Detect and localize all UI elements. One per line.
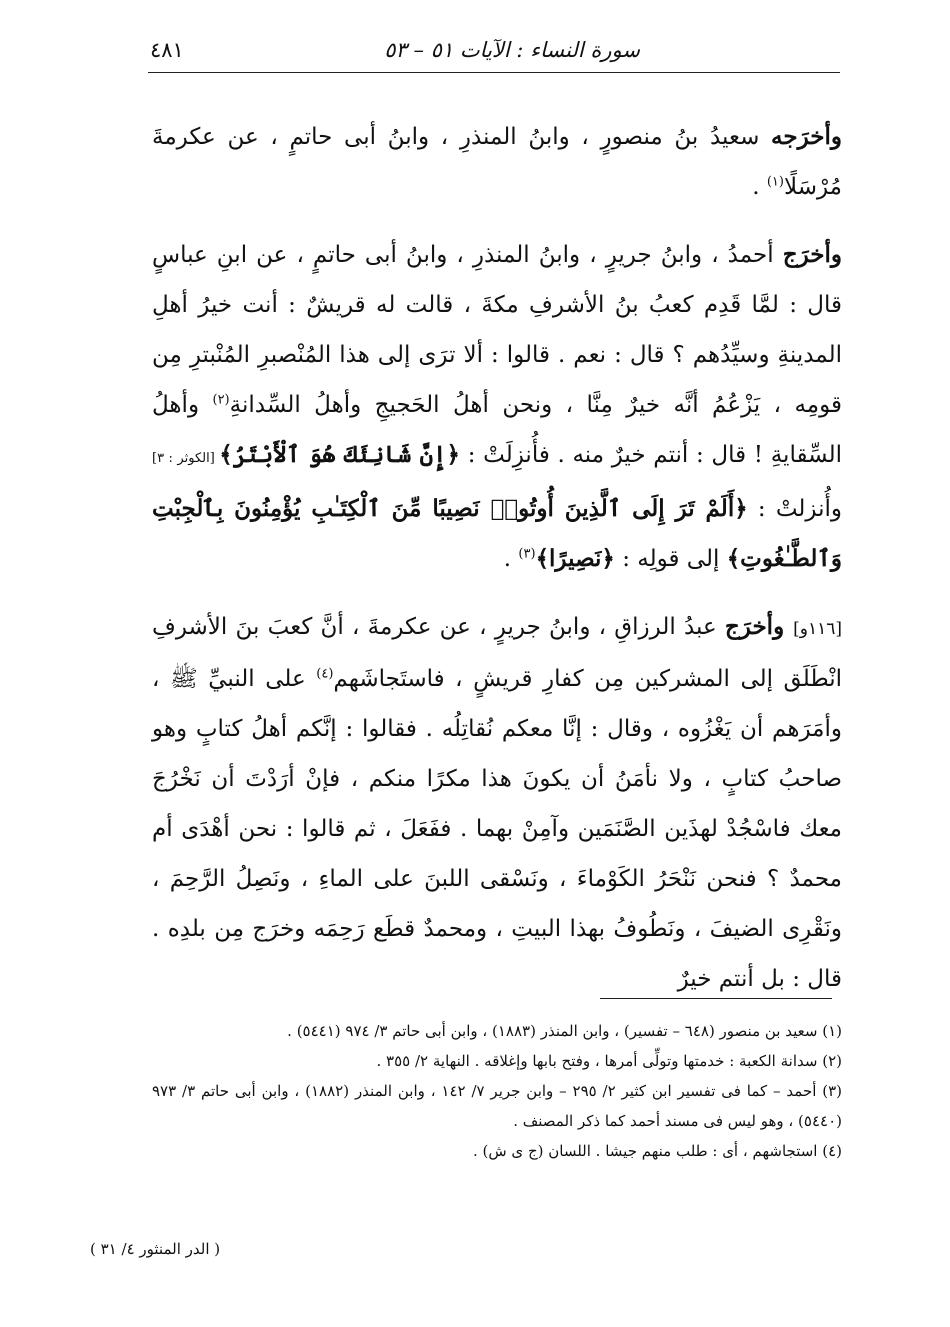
footnote-ref-1: (١)	[766, 174, 784, 190]
footnote-ref-3: (٣)	[518, 546, 536, 562]
paragraph-3	[152, 602, 842, 1004]
footnote-ref-4: (٤)	[316, 666, 334, 682]
quran-verse-3: نَصِيرًا	[549, 545, 602, 572]
paragraph-2	[152, 230, 842, 584]
paragraph-text: على النبيِّ ﷺ ، وأمَرَهم أن يَغْزُوه ، وقال : إنَّا معكم نُقاتِلُه . فقالوا : إنَّكم أهلُ كتابٍ وهو صاحبُ كتابٍ ، ولا نأمَنُ أن يكونَ هذا مكرًا منكم ، فإنْ أرَدْتَ أن نَخْرُجَ معك فاسْجُدْ لهذَين الصَّنَمَين وآمِنْ بهما . ففَعَلَ ، ثم قالوا : نحن أهْدَى أم محمدٌ ؟ فنحن نَنْحَرُ الكَوْماءَ ، ونَسْقى اللبنَ على الماءِ ، ونَصِلُ الرَّحِمَ ، ونَقْرِى الضيفَ ، ونَطُوفُ بهذا البيتِ ، ومحمدٌ قطَع رَحِمَه وخرَج مِن بلدِه . قال : بل أنتم خيرٌ	[152, 666, 842, 992]
source-reference: ( الدر المنثور ٤/ ٣١ )	[90, 1240, 221, 1258]
surah-reference: [الكوثر : ٣]	[152, 451, 220, 466]
header-divider	[148, 72, 840, 73]
footnote-3: (٣) أحمد – كما فى تفسير ابن كثير ٢/ ٢٩٥ – وابن جرير ٧/ ١٤٢ ، وابن المنذر (١٨٨٢) ، وابن أبى حاتم ٣/ ٩٧٣ (٥٤٤٠) ، وهو ليس فى مسند أحمد كما ذكر المصنف .	[152, 1082, 843, 1130]
page-header	[150, 34, 840, 74]
paragraph-text: سعيدُ بنُ منصورٍ ، وابنُ المنذرِ ، وابنُ أبى حاتمٍ ، عن عكرمةَ مُرْسَلًا	[152, 124, 842, 200]
footnotes	[152, 1016, 842, 1166]
footnote-divider	[600, 998, 832, 999]
quran-verse-1: إِنَّ شَانِئَكَ هُوَ ٱلْأَبْتَرُ	[232, 441, 447, 468]
paragraph-text: وأهلُ السِّقايةِ ! قال : أنتم خيرٌ منه . فأُنزِلَتْ :	[152, 392, 842, 468]
running-title: سورة النساء : الآيات ٥١ – ٥٣	[384, 38, 640, 62]
sentence-end: .	[503, 546, 519, 572]
manuscript-folio-mark: [١١٦و]	[793, 619, 842, 639]
lead-word: وأخرَج	[724, 613, 794, 640]
paragraph-text: أحمدُ ، وابنُ جريرٍ ، وابنُ المنذرِ ، وابنُ أبى حاتمٍ ، عن ابنِ عباسٍ قال : لمَّا قَدِم كعبُ بنُ الأشرفِ مكةَ ، قالت له قريشٌ : أنت خيرُ أهلِ المدينةِ وسيِّدُهم ؟ قال : نعم . قالوا : ألا ترَى إلى هذا المُنْصبرِ المُنْبترِ مِن قومِه ، يَزْعُمُ أنَّه خيرٌ مِنَّا ، ونحن أهلُ الحَجيجِ وأهلُ السِّدانةِ	[152, 242, 842, 418]
paragraph-text: إلى قولِه :	[614, 546, 727, 572]
quran-open-bracket: ﴿	[446, 441, 461, 468]
quran-open-bracket: ﴿	[601, 545, 615, 572]
sentence-end: .	[752, 174, 767, 200]
quran-close-bracket: ﴾	[219, 441, 233, 468]
quran-close-bracket: ﴾	[535, 545, 550, 572]
paragraph-1	[152, 112, 842, 212]
main-text	[152, 112, 842, 1004]
lead-word: وأخرَج	[782, 241, 842, 268]
paragraph-text: عبدُ الرزاقِ ، وابنُ جريرٍ ، عن عكرمةَ ، أنَّ كعبَ بنَ الأشرفِ انْطَلَق إلى المشركين مِن كفارِ قريشٍ ، فاستَجاشَهم	[152, 614, 842, 692]
quran-close-bracket: ﴾	[726, 545, 741, 572]
quran-verse-2: أَلَمْ تَرَ إِلَى ٱلَّذِينَ أُوتُوا۟ نَصِيبًا مِّنَ ٱلْكِتَـٰبِ يُؤْمِنُونَ بِٱلْجِبْتِ وَٱلطَّـٰغُوتِ	[152, 495, 842, 572]
quran-open-bracket: ﴿	[734, 495, 748, 522]
footnote-ref-2: (٢)	[212, 392, 230, 408]
paragraph-text: وأُنزلتْ :	[747, 496, 842, 522]
footnote-4: (٤) استجاشهم ، أى : طلب منهم جيشا . اللسان (ج ى ش) .	[472, 1142, 842, 1160]
page-number: ٤٨١	[150, 38, 184, 62]
footnote-2: (٢) سدانة الكعبة : خدمتها وتولِّى أمرها ، وفتح بابها وإغلاقه . النهاية ٢/ ٣٥٥ .	[376, 1052, 842, 1070]
footnote-1: (١) سعيد بن منصور (٦٤٨ – تفسير) ، وابن المنذر (١٨٨٣) ، وابن أبى حاتم ٣/ ٩٧٤ (٥٤٤١) .	[287, 1022, 842, 1040]
lead-word: وأخرَجه	[771, 123, 842, 150]
